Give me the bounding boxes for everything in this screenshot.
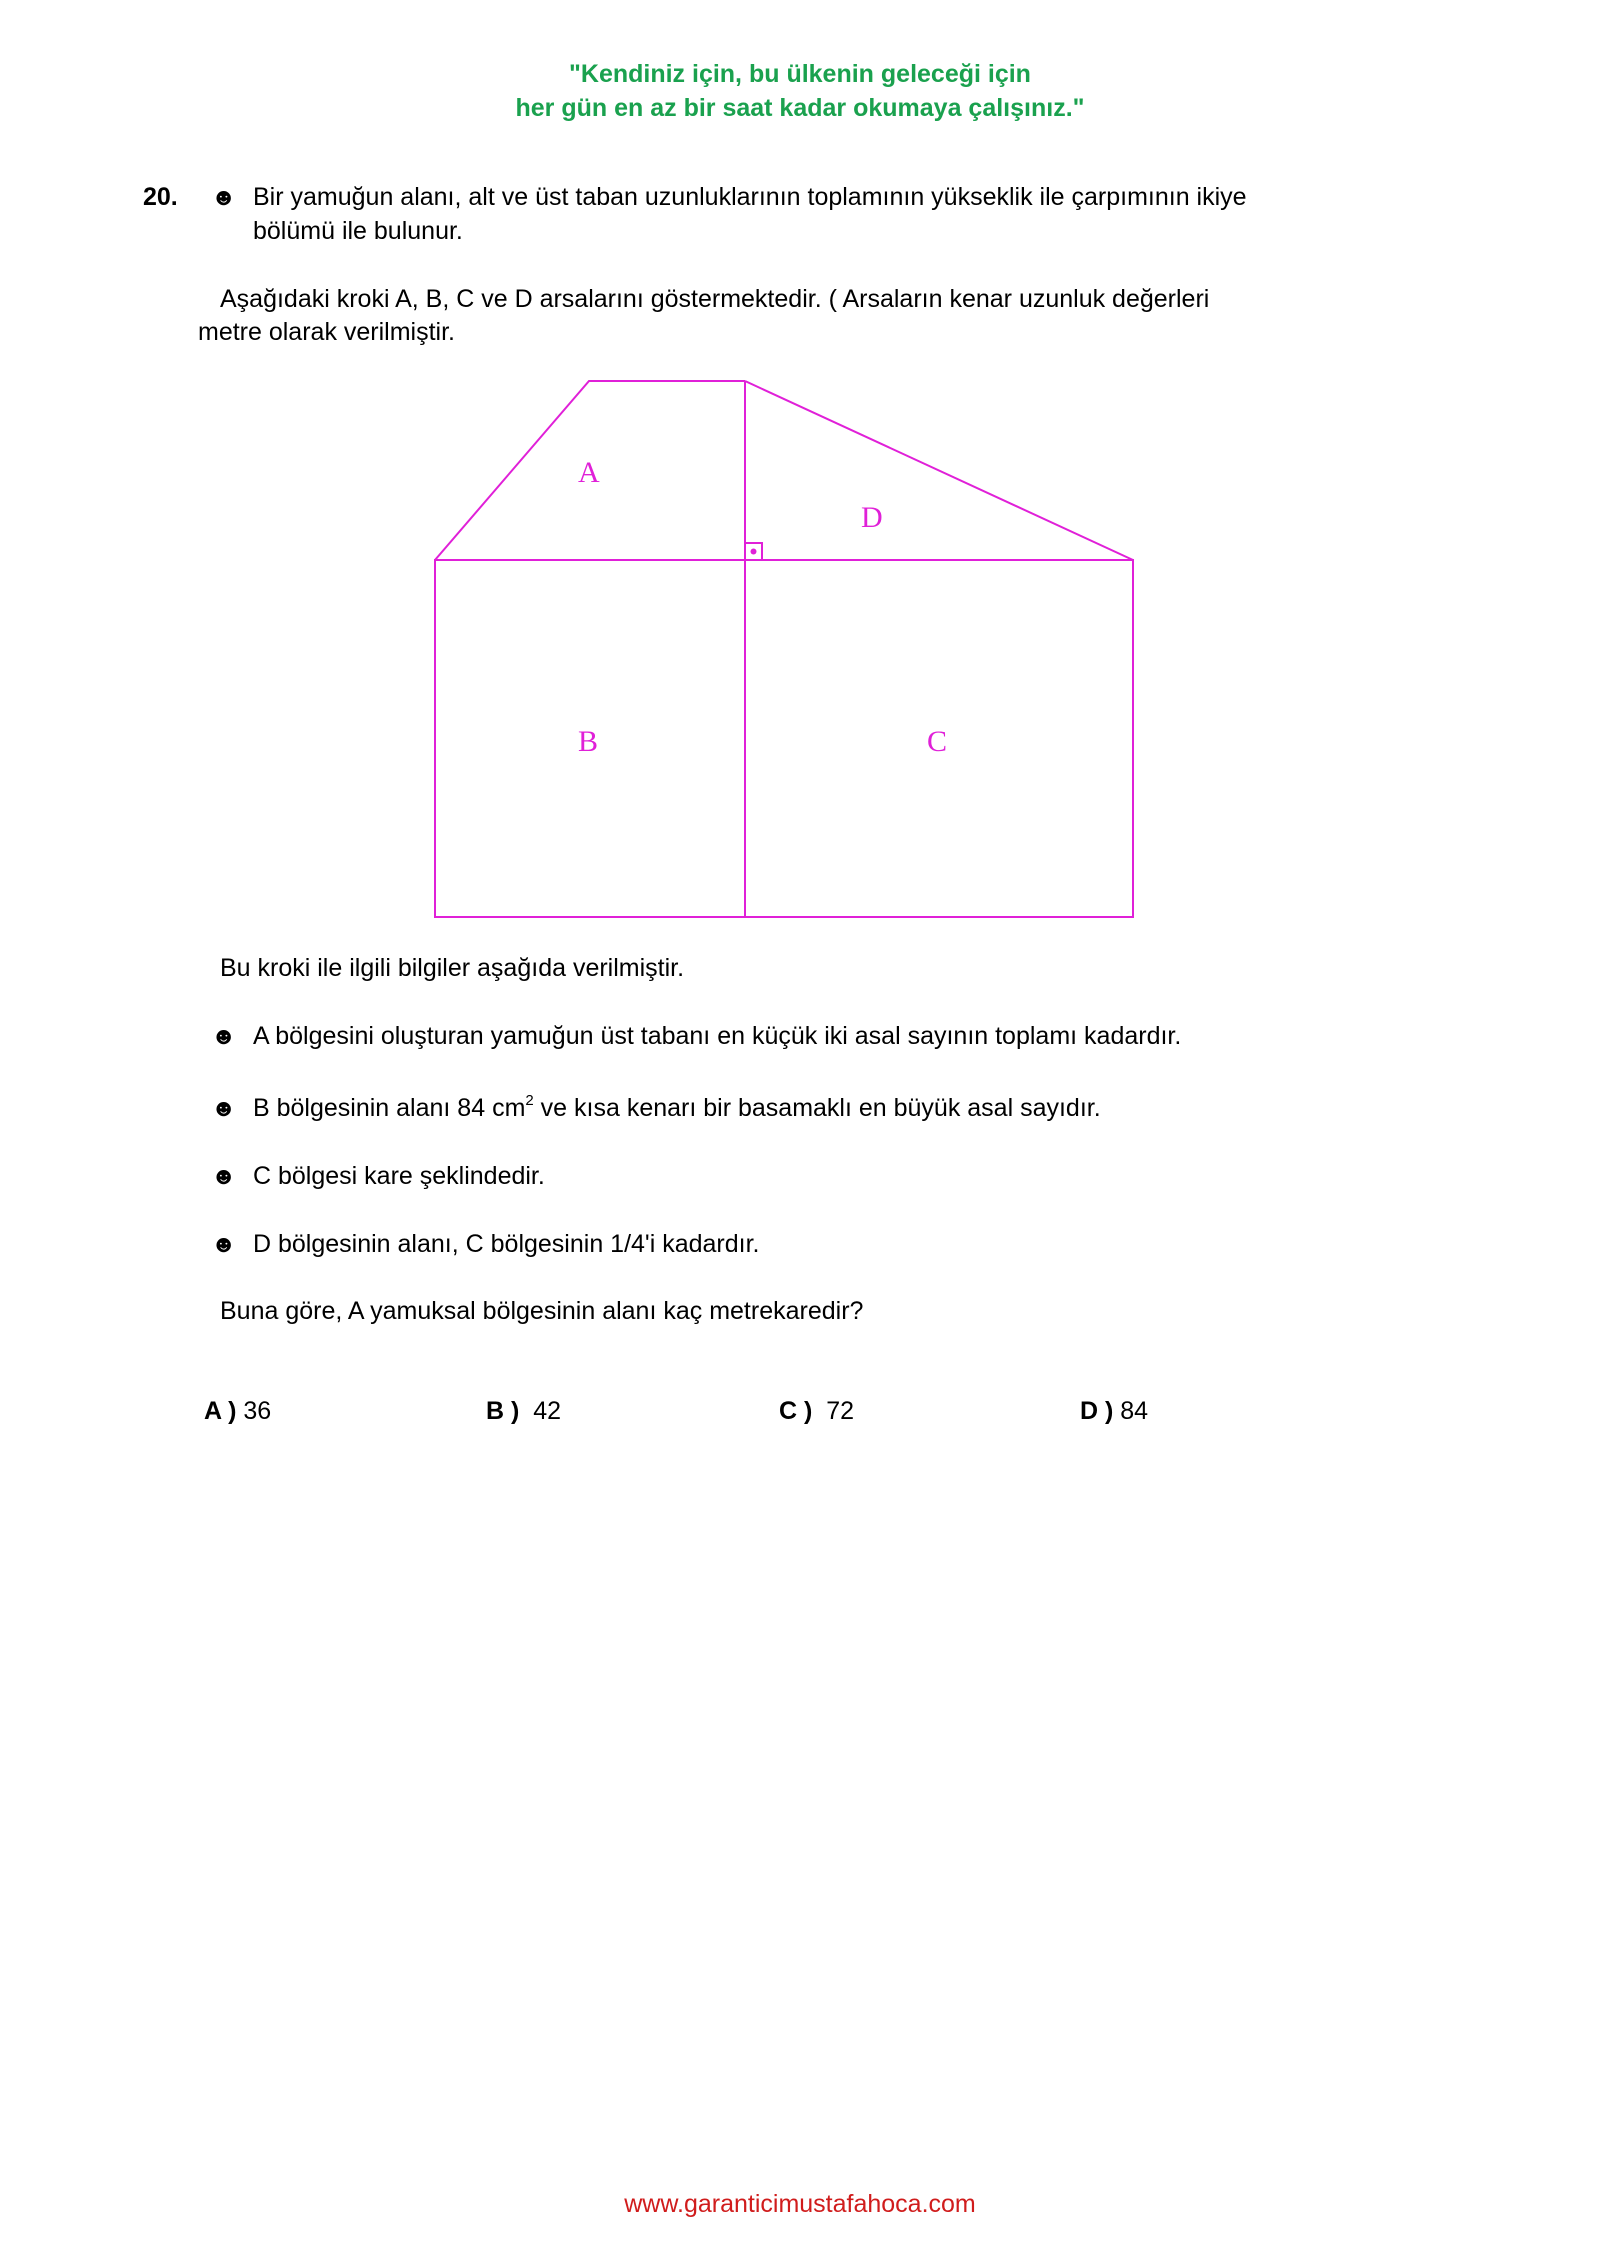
region-label-b: B — [578, 725, 599, 758]
option-b-value: 42 — [533, 1397, 562, 1425]
region-label-d: D — [861, 501, 883, 534]
motto-line-1: "Kendiniz için, bu ülkenin geleceği için — [569, 60, 1031, 88]
option-c-value: 72 — [826, 1397, 855, 1425]
option-a-value: 36 — [243, 1397, 272, 1425]
option-a-letter: A ) — [204, 1397, 237, 1425]
plot-sketch-figure — [0, 0, 1600, 960]
footer-website-link[interactable]: www.garanticimustafahoca.com — [624, 2190, 976, 2218]
fact-1: A bölgesini oluşturan yamuğun üst tabanı en küçük iki asal sayının toplamı kadardır. — [253, 1022, 1182, 1050]
question-number: 20. — [143, 183, 178, 211]
motto-line-2: her gün en az bir saat kadar okumaya çalışınız." — [515, 94, 1085, 122]
option-b-letter: B ) — [486, 1397, 520, 1425]
region-label-c: C — [927, 725, 948, 758]
option-c[interactable] — [779, 1394, 854, 1428]
question-prompt: Buna göre, A yamuksal bölgesinin alanı kaç metrekaredir? — [220, 1297, 864, 1325]
option-c-letter: C ) — [779, 1397, 813, 1425]
right-angle-dot — [751, 549, 757, 555]
fact-2-rest: ve kısa kenarı bir basamaklı en büyük asal sayıdır. — [533, 1094, 1101, 1122]
fact-2-text: B bölgesinin alanı 84 cm — [253, 1094, 526, 1122]
region-d-hypotenuse — [745, 381, 1133, 560]
option-b[interactable] — [486, 1394, 561, 1428]
intro-line-1: Aşağıdaki kroki A, B, C ve D arsalarını göstermektedir. ( Arsaların kenar uzunluk değerleri — [220, 285, 1210, 313]
fact-2-superscript: 2 — [525, 1092, 534, 1109]
region-label-a: A — [578, 456, 600, 489]
fact-2 — [253, 1091, 1101, 1129]
bullet-icon: ☻ — [211, 1095, 237, 1122]
bullet-icon: ☻ — [211, 1231, 237, 1258]
bullet-icon: ☻ — [211, 1023, 237, 1050]
fact-4: D bölgesinin alanı, C bölgesinin 1/4'i kadardır. — [253, 1230, 760, 1258]
option-d[interactable] — [1080, 1394, 1148, 1428]
option-d-letter: D ) — [1080, 1397, 1114, 1425]
fact-3: C bölgesi kare şeklindedir. — [253, 1162, 545, 1190]
option-d-value: 84 — [1120, 1397, 1149, 1425]
region-bc-outline — [435, 560, 1133, 917]
definition-line-1: Bir yamuğun alanı, alt ve üst taban uzunluklarının toplamının yükseklik ile çarpımının ikiye — [253, 183, 1247, 211]
info-intro: Bu kroki ile ilgili bilgiler aşağıda verilmiştir. — [220, 954, 685, 982]
intro-line-2: metre olarak verilmiştir. — [198, 318, 455, 346]
definition-line-2: bölümü ile bulunur. — [253, 217, 463, 245]
bullet-icon: ☻ — [211, 1163, 237, 1190]
bullet-icon: ☻ — [211, 184, 237, 211]
option-a[interactable] — [204, 1394, 271, 1428]
